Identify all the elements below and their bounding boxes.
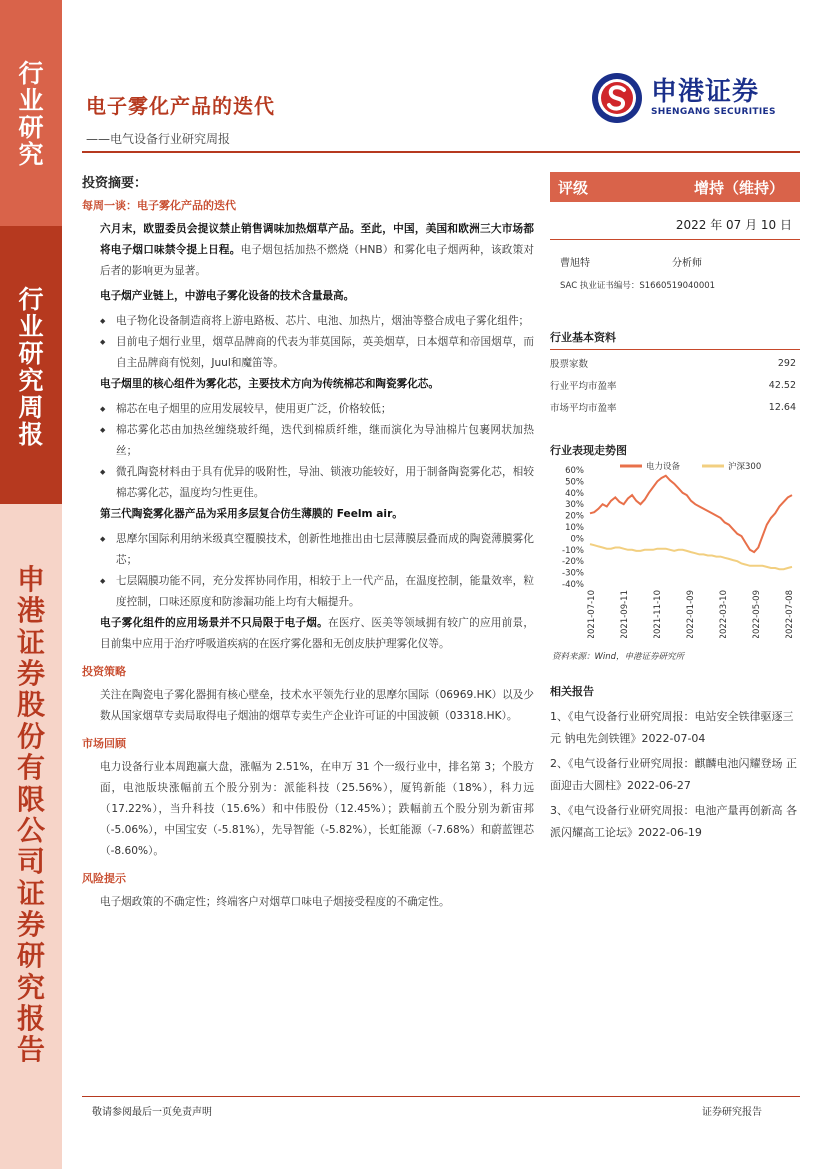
x-tick-label: 2021-07-10: [587, 590, 597, 638]
sidebar-label-industry-research: 行业研究: [18, 59, 44, 169]
table-row: [550, 352, 800, 374]
sidebar-band-bottom: [0, 504, 62, 1169]
y-tick-label: -40%: [562, 580, 584, 590]
summary-heading: 投资摘要：: [82, 176, 148, 191]
list-item: ◆ 七层隔膜功能不同，充分发挥协同作用，相较于上一代产品，在温度控制，能量效率，粒度控制，口味还原度和防渗漏功能上均有大幅提升。: [100, 571, 534, 613]
industry-chain-list: [82, 311, 534, 374]
industry-info-heading: 行业基本资料: [550, 329, 800, 350]
sac-certificate: SAC 执业证书编号：S1660519040001: [560, 281, 716, 291]
chart-source: 资料来源：Wind，申港证券研究所: [552, 652, 685, 662]
industry-info-table: [550, 352, 800, 418]
y-tick-label: 60%: [565, 466, 584, 476]
y-tick-label: 30%: [565, 500, 584, 511]
list-item: ◆ 微孔陶瓷材料由于具有优异的吸附性，导油、锁液功能较好，用于制备陶瓷雾化芯，相较棉芯雾化芯，温度均匀性更佳。: [100, 462, 534, 504]
strategy-text: 关注在陶瓷电子雾化器拥有核心壁垒，技术水平领先行业的思摩尔国际（06969.HK）以及少数从国家烟草专卖局取得电子烟油的烟草专卖生产企业许可证的中国波顿（03318.HK）。: [100, 689, 534, 722]
y-tick-label: -30%: [562, 568, 584, 579]
main-content: [82, 172, 534, 913]
table-row: [550, 396, 800, 418]
report-title: 电子雾化产品的迭代: [86, 94, 275, 118]
sidebar-label-company: 申港证券股份有限公司证券研究报告: [16, 563, 45, 1067]
logo-chinese-name: 申港证券: [651, 77, 760, 108]
y-tick-label: 0%: [570, 534, 584, 545]
industry-chain-heading: 电子烟产业链上，中游电子雾化设备的技术含量最高。: [100, 290, 355, 302]
y-tick-label: 40%: [565, 488, 584, 499]
list-item: ◆ 电子物化设备制造商将上游电路板、芯片、电池、加热片，烟油等整合成电子雾化组件；: [100, 311, 534, 332]
logo-mark-icon: [591, 72, 643, 124]
series-line-industry: [590, 476, 792, 552]
related-report-item[interactable]: 2、《电气设备行业研究周报：麒麟电池闪耀登场 正面迎击大圆柱》2022-06-27: [550, 757, 797, 792]
info-value: 12.64: [768, 401, 796, 413]
legend-label: 电力设备: [646, 462, 681, 472]
footer-label: 证券研究报告: [702, 1107, 762, 1118]
header-divider: [82, 151, 800, 153]
strategy-heading: 投资策略: [82, 665, 126, 678]
sidebar-band-middle: [0, 226, 62, 504]
related-heading: 相关报告: [550, 685, 594, 698]
footer-disclaimer: 敬请参阅最后一页免责声明: [92, 1107, 212, 1118]
list-item: ◆ 思摩尔国际利用纳米级真空覆膜技术，创新性地推出由七层薄膜层叠而成的陶瓷薄膜雾化芯；: [100, 529, 534, 571]
report-subtitle: ——电气设备行业研究周报: [86, 132, 231, 146]
rating-bar: [550, 172, 800, 202]
info-value: 292: [777, 357, 796, 369]
third-gen-heading: 第三代陶瓷雾化器产品为采用多层复合仿生薄膜的 Feelm air。: [100, 508, 403, 520]
performance-chart: [550, 458, 800, 638]
intro-rest: 电子烟包括加热不燃烧（HNB）和雾化电子烟两种，该政策对后者的影响更为显著。: [100, 244, 535, 277]
weekly-talk-heading: 每周一谈：电子雾化产品的迭代: [82, 199, 236, 212]
x-tick-label: 2022-03-10: [719, 590, 729, 638]
analyst-title: 分析师: [672, 258, 702, 269]
intro-paragraph: [82, 219, 534, 282]
footer-divider: [82, 1096, 800, 1097]
y-tick-label: 10%: [565, 523, 584, 533]
application-bold: 电子雾化组件的应用场景并不只局限于电子烟。: [100, 617, 328, 629]
report-date: 2022 年 07 月 10 日: [675, 218, 792, 232]
related-report-item[interactable]: 3、《电气设备行业研究周报：电池产量再创新高 各派闪耀高工论坛》2022-06-19: [550, 804, 797, 839]
info-label: 股票家数: [550, 359, 589, 370]
y-tick-label: -10%: [562, 545, 584, 556]
third-gen-list: [82, 529, 534, 613]
related-report-item[interactable]: 1、《电气设备行业研究周报：电站安全铁律驱逐三元 钠电先剑铁锂》2022-07-04: [550, 710, 794, 745]
application-paragraph: [82, 613, 534, 655]
core-component-list: [82, 399, 534, 504]
risk-text: 电子烟政策的不确定性；终端客户对烟草口味电子烟接受程度的不确定性。: [100, 896, 450, 908]
application-rest: 在医疗、医美等领域拥有较广的应用前景，目前集中应用于治疗呼吸道疾病的在医疗雾化器和无创皮肤护理雾化仪等。: [100, 617, 535, 650]
x-tick-label: 2021-11-10: [653, 590, 663, 638]
logo-english-name: SHENGANG SECURITIES: [651, 106, 776, 117]
y-tick-label: -20%: [562, 557, 584, 568]
sidebar-band-top: [0, 0, 62, 226]
market-review-text: 电力设备行业本周跑赢大盘，涨幅为 2.51%，在申万 31 个一级行业中，排名第 3；个股方面，电池版块涨幅前五个股分别为：派能科技（25.56%），厦钨新能（18%），科力远（17.22%），当升科技（15.6%）和中伟股份（12.45%）；跌幅前五个股分别为新宙邦（-5.06%），中国宝安（-5.81%），先导智能（-5.82%），长虹能源（-7.68%）和蔚蓝锂芯（-8.60%）。: [100, 761, 534, 857]
intro-bold: 六月末，欧盟委员会提议禁止销售调味加热烟草产品。至此，中国，美国和欧洲三大市场都将电子烟口味禁令提上日程。: [100, 223, 534, 256]
market-review-heading: 市场回顾: [82, 737, 126, 750]
info-label: 行业平均市盈率: [550, 381, 617, 392]
rating-value: 增持（维持）: [693, 178, 784, 197]
y-tick-label: 50%: [565, 477, 584, 488]
company-logo: [591, 72, 776, 124]
chart-heading: 行业表现走势图: [550, 444, 627, 457]
legend-label: 沪深300: [728, 462, 762, 472]
x-tick-label: 2022-07-08: [785, 590, 795, 638]
analyst-line: [550, 254, 800, 269]
table-row: [550, 374, 800, 396]
performance-chart-svg: [550, 458, 800, 638]
date-divider: [550, 239, 800, 240]
list-item: ◆ 棉芯雾化芯由加热丝缠绕玻纤绳，迭代到棉质纤维，继而演化为导油棉片包裹网状加热丝；: [100, 420, 534, 462]
analyst-name: 曹旭特: [560, 258, 590, 269]
rating-label: 评级: [558, 178, 589, 197]
right-column: [550, 172, 800, 462]
x-tick-label: 2022-05-09: [752, 590, 762, 638]
core-component-heading: 电子烟里的核心组件为雾化芯，主要技术方向为传统棉芯和陶瓷雾化芯。: [100, 378, 439, 390]
x-tick-label: 2022-01-09: [686, 590, 696, 638]
series-line-hs300: [590, 544, 792, 569]
list-item: ◆ 目前电子烟行业里，烟草品牌商的代表为菲莫国际，英美烟草，日本烟草和帝国烟草，而自主品牌商有悦刻，Juul和魔笛等。: [100, 332, 534, 374]
info-value: 42.52: [768, 379, 796, 391]
related-reports: [550, 683, 802, 844]
info-label: 市场平均市盈率: [550, 403, 617, 414]
risk-heading: 风险提示: [82, 872, 126, 885]
x-tick-label: 2021-09-11: [620, 590, 630, 638]
y-tick-label: 20%: [565, 511, 584, 522]
list-item: ◆ 棉芯在电子烟里的应用发展较早，使用更广泛，价格较低；: [100, 399, 534, 420]
sidebar-label-weekly-report: 行业研究周报: [18, 285, 44, 449]
